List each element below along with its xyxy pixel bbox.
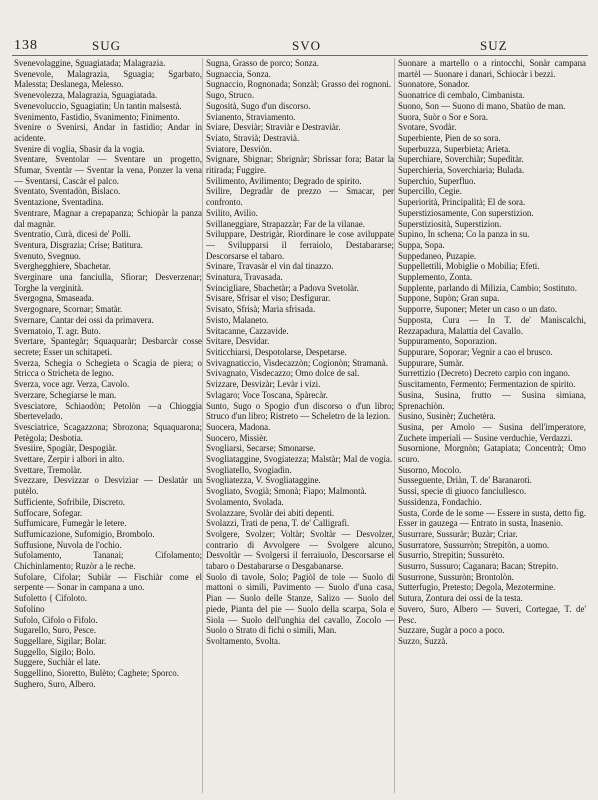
dictionary-entry: Sugnaccia, Sonza. xyxy=(206,68,271,79)
dictionary-entry: Sugnaccio, Rognonada; Sonzàl; Grasso dei rognoni. xyxy=(206,79,392,90)
dictionary-entry: Svogliarsi, Secarse; Smonarse. xyxy=(206,443,316,454)
dictionary-entry: Sugo, Struco. xyxy=(206,90,255,101)
dictionary-entry: Sviluppare, Destrigàr, Riordinare le cose aviluppate — Svilupparsi il ferraiolo, Destabararse; Descorsarse el tabaro. xyxy=(206,229,394,261)
dictionary-entry: Suffocare, Sofegar. xyxy=(14,507,83,518)
running-head-middle: SVO xyxy=(292,38,322,53)
dictionary-entry: Suppa, Sopa. xyxy=(398,239,445,250)
dictionary-entry: Sunto, Sugo o Spogio d'un discorso o d'un libro; Struco d'un libro; Ristreto — Scheletro de la lezion. xyxy=(206,400,394,422)
dictionary-entry: Sventratio, Curà, dicesi de' Polli. xyxy=(14,229,131,240)
dictionary-entry: Superchiare, Soverchiàr; Supeditàr. xyxy=(398,154,524,165)
dictionary-entry: Svolazzi, Trati de pena, T. de' Calligrafi. xyxy=(206,518,350,529)
dictionary-entry: Sugna, Grasso de porco; Sonza. xyxy=(206,58,319,68)
dictionary-entry: Suggellare, Sigilar; Bolar. xyxy=(14,635,107,646)
dictionary-entry: Suppurare, Sumàr. xyxy=(398,357,464,368)
dictionary-entry: Svenevolezza, Malagrazia, Sguagiatada. xyxy=(14,90,158,101)
dictionary-entry: Sverzare, Schegiarse le man. xyxy=(14,389,117,400)
dictionary-entry: Sviatore, Desviòn. xyxy=(206,143,272,154)
dictionary-entry: Suffumicare, Fumegàr le letere. xyxy=(14,518,127,529)
dictionary-entry: Sufolamento, Tananai; Cifolamento; Chichinlamento; Ruzòr a le reche. xyxy=(14,550,202,572)
dictionary-entry: Svolgere, Svolzer; Voltàr; Svoltàr — Desvolzer, contrario di Avvolgere — Svolgere alcuno, Desvoltàr — Svolgersi il ferraiuolo, Descorsarse el tabaro o Destabararse o Desgabanarse. xyxy=(206,528,394,572)
dictionary-entry: Svisare, Sfrisar el viso; Desfigurar. xyxy=(206,293,331,304)
dictionary-entry: Suocero, Missièr. xyxy=(206,432,268,443)
dictionary-entry: Susorno, Mocolo. xyxy=(398,464,462,475)
dictionary-entry: Svenire di voglia, Sbasir da la vogia. xyxy=(14,143,145,154)
dictionary-entry: Svilito, Avilìo. xyxy=(206,207,258,218)
dictionary-entry: Suppuramento, Soporazion. xyxy=(398,336,497,347)
dictionary-entry: Suonatore, Sonador. xyxy=(398,79,470,90)
dictionary-entry: Superbiente, Pien de so sora. xyxy=(398,132,501,143)
dictionary-entry: Svezzare, Desvizzar o Desvizìar — Deslatàr un putèlo. xyxy=(14,475,202,497)
dictionary-entry: Superstiziosità, Superstizion. xyxy=(398,218,502,229)
dictionary-entry: Sventazione, Sventadina. xyxy=(14,197,104,208)
dictionary-entry: Svitacanne, Cazzavide. xyxy=(206,325,289,336)
running-head-right: SUZ xyxy=(480,38,508,53)
dictionary-entry: Supplente, parlando di Milizia, Cambio; Sostituto. xyxy=(398,282,577,293)
dictionary-entry: Svogliataggine, Svogiatezza; Malstàr; Mal de vogia. xyxy=(206,454,393,465)
dictionary-entry: Suppellettili, Mobiglie o Mobilia; Efeti. xyxy=(398,261,540,272)
dictionary-entry: Svisato, Sfrisà; Maria sfrisada. xyxy=(206,304,316,315)
dictionary-entry: Svilimento, Avilimento; Degrado de spirito. xyxy=(206,175,362,186)
column-divider xyxy=(202,58,203,793)
dictionary-entry: Svenevoluccio, Sguagiatin; Un tantin malsestà. xyxy=(14,100,182,111)
dictionary-entry: Suppurare, Soporar; Vegnir a cao el brusco. xyxy=(398,346,553,357)
dictionary-entry: Sverza, voce agr. Verza, Cavolo. xyxy=(14,379,130,390)
dictionary-entry: Svogliatello, Svogiadìn. xyxy=(206,464,292,475)
dictionary-entry: Sussi, specie di giuoco fanciullesco. xyxy=(398,486,527,497)
dictionary-entry: Suonare a martello o a rintocchi, Sonàr campana martèl — Suonare i danari, Schiocàr i bezzi. xyxy=(398,58,586,79)
dictionary-entry: Sufolo, Cifolo o Fifolo. xyxy=(14,614,98,625)
page-number: 138 xyxy=(14,38,38,53)
dictionary-entry: Sventare, Sventolar — Sventare un progetto, Sfumar, Sventàr — Sventar la vena, Ponzer la vena — Sventarsi, Cascàr el palco. xyxy=(14,154,202,186)
dictionary-entry: Sutterfugio, Pretesto; Degola, Mezotermine. xyxy=(398,582,556,593)
dictionary-entry: Suonatrice di cembalo, Cimbanista. xyxy=(398,90,525,101)
dictionary-entry: Sufficiente, Sofribile, Discreto. xyxy=(14,496,125,507)
dictionary-entry: Svoltamento, Svolta. xyxy=(206,635,281,646)
dictionary-entry: Superchieria, Soverchiaria; Bulada. xyxy=(398,165,525,176)
dictionary-entry: Surrettizio (Decreto) Decreto carpìo con ingano. xyxy=(398,368,571,379)
dictionary-entry: Svenimento, Fastidio, Svanimento; Finimento. xyxy=(14,111,180,122)
dictionary-entry: Svianento, Straviamento. xyxy=(206,111,296,122)
dictionary-entry: Susurro, Sussuro; Caganara; Bacan; Strepito. xyxy=(398,561,559,572)
dictionary-entry: Susurrone, Sussuròn; Brontolòn. xyxy=(398,571,514,582)
dictionary-entry: Svesiire, Spogiàr, Despogiàr. xyxy=(14,443,117,454)
dictionary-entry: Svivagnaticcio, Visdecazzòn; Cogionòn; Stramanà. xyxy=(206,357,388,368)
dictionary-entry: Susseguente, Driàn, T. de' Baranaroti. xyxy=(398,475,532,486)
dictionary-entry: Svignare, Sbignar; Sbrignàr; Sbrissar fora; Batar la ritirada; Fuggire. xyxy=(206,154,394,176)
dictionary-entry: Svernatoio, T. agr. Buto. xyxy=(14,325,101,336)
dictionary-entry: Suggellino, Sioretto, Bulèto; Caghete; Sporco. xyxy=(14,668,179,679)
dictionary-entry: Suppone, Supòn; Gran supa. xyxy=(398,293,500,304)
dictionary-entry: Susino, Susinèr; Zuchetèra. xyxy=(398,411,496,422)
dictionary-entry: Sufolare, Cifolar; Subiàr — Fischiàr come el serpente — Sonar in campana a uno. xyxy=(14,571,202,593)
dictionary-entry: Svettare, Tremolàr. xyxy=(14,464,82,475)
dictionary-entry: Svinatura, Travasada. xyxy=(206,272,283,283)
column-right xyxy=(398,58,586,793)
column-left xyxy=(14,58,202,793)
dictionary-entry: Suzzare, Sugàr a poco a poco. xyxy=(398,625,505,636)
dictionary-entry: Svogliato, Svogià; Smonà; Fiapo; Malmontà. xyxy=(206,486,367,497)
dictionary-entry: Svotare, Svodàr. xyxy=(398,122,457,133)
dictionary-entry: Sverza, Schegia o Schegieta o Scagia de piera; o Stricca o Stricheta de legno. xyxy=(14,357,202,379)
dictionary-entry: Suscitamento, Fermento; Fermentazion de spirito. xyxy=(398,379,576,390)
dictionary-entry: Sutura, Zontura dei ossi de la testa. xyxy=(398,593,523,604)
dictionary-entry: Supposta, Cura — In T. de' Maniscalchi, Rezzapadura, Malattia del Cavallo. xyxy=(398,314,586,336)
dictionary-entry: Supporre, Suponer; Meter un caso o un dato. xyxy=(398,304,557,315)
dictionary-entry: Svisto, Malaneto. xyxy=(206,314,269,325)
dictionary-entry: Susina, per Amolo — Susina dell'imperatore, Zuchete imperiali — Susine verduchie, Verdazzi. xyxy=(398,421,586,443)
dictionary-entry: Svenevole, Malagrazia, Sguagia; Sgarbato, Malessta; Deslanega, Melesso. xyxy=(14,68,202,90)
dictionary-entry: Supercillo, Cegie. xyxy=(398,186,462,197)
dictionary-entry: Sventrare, Magnar a crepapanza; Schiopàr la panza dal magnàr. xyxy=(14,207,202,229)
dictionary-entry: Sussidenza, Fondachio. xyxy=(398,496,482,507)
dictionary-entry: Svogliatezza, V. Svogliataggine. xyxy=(206,475,321,486)
dictionary-entry: Sviare, Desviàr; Straviàr e Destraviàr. xyxy=(206,122,341,133)
dictionary-entry: Sufolino xyxy=(14,603,45,614)
dictionary-entry: Sviticchiarsi, Despotolarse, Despetarse. xyxy=(206,346,347,357)
dictionary-entry: Sugarello, Suro, Pesce. xyxy=(14,625,97,636)
dictionary-entry: Suzzo, Suzzà. xyxy=(398,635,448,646)
column-divider xyxy=(394,58,395,793)
dictionary-entry: Svolamento, Svolada. xyxy=(206,496,284,507)
dictionary-entry: Sverghegghiere, Sbachetar. xyxy=(14,261,111,272)
dictionary-entry: Svillaneggiare, Strapazzàr; Far de la vilanae. xyxy=(206,218,365,229)
dictionary-entry: Suora, Suòr o Sor e Sora. xyxy=(398,111,488,122)
dictionary-entry: Sverginare una fanciulla, Sfiorar; Desverzenar; Torghe la verginità. xyxy=(14,272,202,293)
dictionary-entry: Svizzare, Desvizàr; Levàr i vizi. xyxy=(206,379,321,390)
dictionary-entry: Svergognare, Scornar; Smatàr. xyxy=(14,304,123,315)
dictionary-entry: Superiorità, Principalità; El de sora. xyxy=(398,197,526,208)
dictionary-entry: Svettare, Zerpir i albori in alto. xyxy=(14,454,125,465)
dictionary-entry: Suffumicazione, Sufomigio, Brombolo. xyxy=(14,528,155,539)
dictionary-entry: Susurrare, Sussuràr; Buzàr; Criar. xyxy=(398,528,518,539)
dictionary-entry: Suggello, Sigilo; Bolo. xyxy=(14,646,96,657)
dictionary-entry: Superchio, Superfluo. xyxy=(398,175,476,186)
dictionary-entry: Suggere, Suchiàr el late. xyxy=(14,657,101,668)
dictionary-entry: Svenevolaggine, Sguagiatada; Malagrazia. xyxy=(14,58,166,68)
dictionary-entry: Svenuto, Svegnuo. xyxy=(14,250,81,261)
dictionary-entry: Sventura, Disgrazia; Crise; Batitura. xyxy=(14,239,143,250)
dictionary-entry: Suvero, Suro, Albero — Suveri, Cortegae, T. de' Pesc. xyxy=(398,603,586,625)
dictionary-entry: Susurratore, Sussurròn; Strepitòn, a uomo. xyxy=(398,539,550,550)
dictionary-entry: Superbuzza, Superbieta; Arieta. xyxy=(398,143,511,154)
dictionary-entry: Svincigliare, Sbachetàr; a Padova Svetolàr. xyxy=(206,282,359,293)
dictionary-entry: Svenire o Svenirsi, Andar in fastidio; Andar in acidente. xyxy=(14,122,202,143)
dictionary-entry: Supplemento, Zonta. xyxy=(398,272,473,283)
column-middle xyxy=(206,58,394,793)
dictionary-entry: Svitare, Desvidar. xyxy=(206,336,270,347)
dictionary-entry: Susta, Corde de le some — Essere in susta, detto fig. Esser in gauzega — Entrato in susta, Inasenio. xyxy=(398,507,586,529)
dictionary-entry: Sughero, Suro, Albero. xyxy=(14,678,96,689)
dictionary-entry: Svlagaro; Voce Toscana, Spàrecàr. xyxy=(206,389,328,400)
dictionary-entry: Susornione, Morgnòn; Gatapiata; Concentrà; Omo scuro. xyxy=(398,443,586,465)
dictionary-entry: Susina, Susina, frutto — Susina simiana, Sprenachiòn. xyxy=(398,389,586,411)
dictionary-entry: Sviato, Stravià; Destravià. xyxy=(206,132,300,143)
dictionary-entry: Supino, In schena; Co la panza in su. xyxy=(398,229,530,240)
dictionary-entry: Superstiziosamente, Con superstizion. xyxy=(398,207,534,218)
dictionary-entry: Sufoletto { Cifoloto. xyxy=(14,593,88,604)
page-header xyxy=(10,38,588,54)
dictionary-entry: Suffusione, Nuvola de l'ochio. xyxy=(14,539,122,550)
dictionary-entry: Suolo di tavole, Solo; Pagiòl de tole — Suolo di mattoni o simili, Pavimento — Suolo d'una casa, Pian — Suolo delle Stanze, Salizo — Suolo del piede, Pianta del pie — Suolo della scarpa, Sola e Siola — Suolo dell'unghia del cavallo, Zocolo — Suolo o Strato di fichi o simili, Man. xyxy=(206,571,394,636)
dictionary-entry: Svivagnato, Visdecazzo; Omo dolce de sal. xyxy=(206,368,360,379)
dictionary-entry: Svolazzare, Svolàr dei abiti depenti. xyxy=(206,507,335,518)
dictionary-entry: Sugosità, Sugo d'un discorso. xyxy=(206,100,311,111)
dictionary-entry: Suppedaneo, Puzapie. xyxy=(398,250,477,261)
dictionary-entry: Suocera, Madona. xyxy=(206,421,271,432)
dictionary-entry: Susurrio, Strepitin; Sussurèto. xyxy=(398,550,505,561)
dictionary-entry: Svinare, Travasàr el vin dal tinazzo. xyxy=(206,261,334,272)
dictionary-entry: Svergogna, Smaseada. xyxy=(14,293,94,304)
running-head-left: SUG xyxy=(92,38,122,53)
dictionary-entry: Sventato, Sventadòn, Bislaco. xyxy=(14,186,121,197)
header-rule xyxy=(12,55,588,56)
dictionary-entry: Svertare, Spantegàr; Squaquaràr; Desbarcàr cosse secrete; Esser un schitapeti. xyxy=(14,336,202,357)
dictionary-entry: Suono, Son — Suono di mano, Sbatùo de man. xyxy=(398,100,566,111)
dictionary-entry: Svesciatore, Schiaodòn; Petolòn —a Chioggia Sbertevelado. xyxy=(14,400,202,422)
dictionary-entry: Svesciatrice, Scagazzona; Sbrozona; Squaquarona; Petègola; Desbotia. xyxy=(14,421,202,443)
dictionary-entry: Svernare, Cantar dei ossi da primavera. xyxy=(14,314,154,325)
dictionary-entry: Svilire, Degradàr de prezzo — Smacar, per confronto. xyxy=(206,186,394,208)
